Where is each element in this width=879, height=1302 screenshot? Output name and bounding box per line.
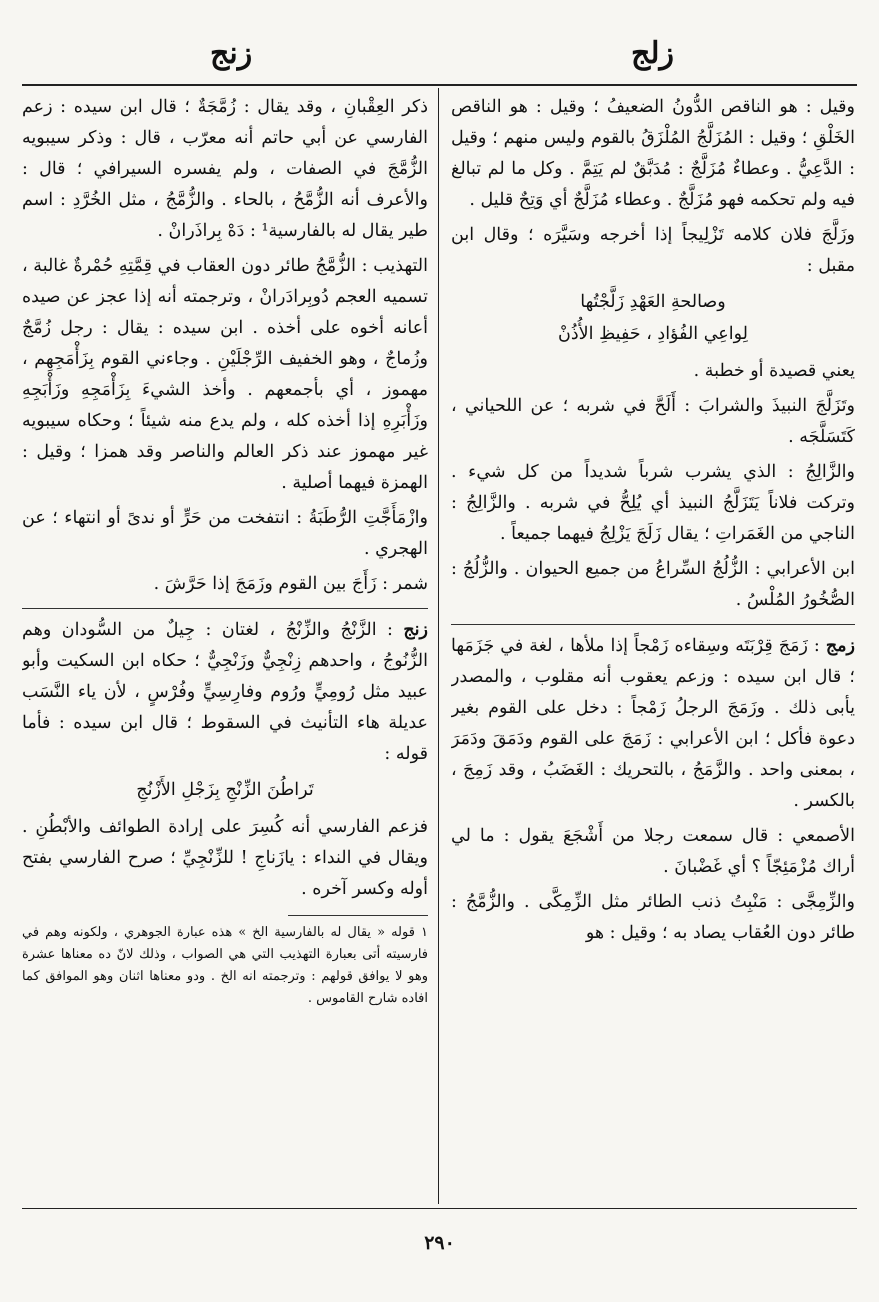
right-column [451, 92, 855, 1202]
entry-text: وزَلَّجَ فلان كلامه تَزْلِيجاً إذا أخرجه وسَيَّرَه ؛ وقال ابن مقبل : [451, 225, 855, 276]
footer-rule [22, 1208, 857, 1209]
entry-text: الأصمعي : قال سمعت رجلا من أَشْجَعَ يقول : ما لي أراك مُزْمَئِجّاً ؟ أي غَضْبانَ . [451, 826, 855, 877]
verse-line: لِواعِي الفُؤادِ ، حَفِيظِ الأُذُنْ [558, 324, 748, 344]
header-rule [22, 84, 857, 86]
footnote: ١ قوله « يقال له بالفارسية الخ » هذه عبارة الجوهري ، ولكونه وهم في فارسيته أتى بعبارة التهذيب التي هي الصواب ، وذلك لانّ ده معناها عشرة وهو لا يوافق قولهم : وترجمته انه الخ . ودو معناها اثنان وهو الموافق كما افاده شارح القاموس . [22, 925, 428, 1006]
footnote-rule [288, 915, 428, 916]
entry-text: ذكر العِقْبانِ ، وقد يقال : زُمَّجَةٌ ؛ قال ابن سيده : زعم الفارسي عن أبي حاتم أنه معرّب ، قال : وذكر سيبويه الزُّمَّجَ في الصفات ، ولم يفسره السيرافي ؛ قال : والأعرف أنه الزُّمَّحُ ، بالحاء . والزُّمَّجُ ، مثل الخُرَّدِ : اسم طير يقال له بالفارسية¹ : دَهْ بِراذَرانْ . [22, 97, 428, 241]
left-column [22, 92, 428, 1202]
entry-separator [22, 608, 428, 609]
entry-body: : الزَّنْجُ والزِّنْجُ ، لغتان : جِيلٌ من السُّودان وهم الزُّنُوجُ ، واحدهم زِنْجِيٌّ وزَنْجِيٌّ ؛ حكاه ابن السكيت وأبو عبيد مثل رُومِيٍّ ورُوم وفارِسِيٍّ وفُرْسٍ ، لأن ياء النَّسَب عديلة هاء التأنيث في السقوط ؛ قال ابن سيده : فأما قوله : [22, 620, 428, 764]
entry-separator [451, 624, 855, 625]
entry-text: وازْمَأَجَّتِ الرُّطَبَةُ : انتفخت من حَرٍّ أو ندىً أو انتهاء ؛ عن الهجري . [22, 508, 428, 559]
entry-text: والزَّالِجُ : الذي يشرب شرباً شديداً من كل شيء . وتركت فلاناً يَتَزَلَّجُ النبيذ أي يُلِحُّ في شربه . والزَّالِجُ : الناجي من الغَمَراتِ ؛ يقال زَلَجَ يَزْلِجُ فيهما جميعاً . [451, 462, 855, 544]
verse [22, 774, 428, 806]
entry-body: : زَمَجَ قِرْبَتَه وسِقاءه زَمْجاً إذا ملأها ، لغة في جَزَمَها ؛ قال ابن سيده : وزعم يعقوب أنه مقلوب ، والمصدر يأبى ذلك . وزَمَجَ الرجلُ زَمْجاً : دخل على القوم بغير دعوة فأكل ؛ ابن الأعرابي : زَمَجَ على القوم ودَمَقَ ودَمَرَ ، بمعنى واحد . والزَّمَجُ ، بالتحريك : الغَضَبُ ، وقد زَمِجَ ، بالكسر . [451, 636, 855, 811]
entry-text: وتَزَلَّجَ النبيذَ والشرابَ : أَلَحَّ في شربه ؛ عن اللحياني ، كَتَسَلَّجَه . [451, 396, 855, 447]
entry-text: والزِّمِجَّى : مَنْبِتُ ذنب الطائر مثل الزِّمِكَّى . والزُّمَّجُ : طائر دون العُقاب يصاد به ؛ وقيل : هو [451, 892, 855, 943]
entry-text: يعني قصيدة أو خطبة . [693, 361, 855, 381]
entry-headword: زنج [403, 620, 428, 640]
verse-line: تَراطُنَ الزِّنْجِ بِزَجْلِ الأَزْنُجِ [136, 780, 314, 800]
entry-text: فزعم الفارسي أنه كُسِرَ على إرادة الطوائف والأبْطُنِ . ويقال في النداء : يازَناجِ ! للزِّنْجِيِّ ؛ صرح الفارسي بفتح أوله وكسر آخره . [22, 817, 428, 899]
entry-text: وقيل : هو الناقص الدُّونُ الضعيفُ ؛ وقيل : هو الناقص الخَلْقِ ؛ وقيل : المُزَلَّجُ المُلْزَقُ بالقوم وليس منهم ؛ وقيل : الدَّعِيُّ . وعطاءٌ مُزَلَّجٌ : مُدَبَّقٌ لم يَتِمَّ . وكل ما لم تبالغ فيه ولم تحكمه فهو مُزَلَّجٌ . وعطاء مُزَلَّجٌ أي وَتِحٌ قليل . [451, 97, 855, 210]
entry-text: ابن الأعرابي : الزُّلُجُ السِّراعُ من جميع الحيوان . والزُّلُجُ : الصُّخُورُ المُلْسُ . [451, 559, 855, 610]
entry-text [22, 615, 428, 770]
header-headword-right: زلج [631, 36, 674, 71]
entry-text: شمر : زَأَجَ بين القوم وزَمَجَ إذا حَرَّشَ . [153, 574, 428, 594]
column-divider [438, 88, 439, 1204]
entry-text: التهذيب : الزُّمَّجُ طائر دون العقاب في قِمَّتِهِ حُمْرةٌ غالبة ، تسميه العجم دُوبِرادَرانْ ، وترجمته أنه إذا عجز عن صيده أعانه أخوه على أخذه . ابن سيده : يقال : رجل زُمَّجٌ وزُماجٌ ، وهو الخفيف الرِّجْلَيْنِ . وجاءني القوم بِزَأْمَجِهِم ، مهموز ، أي بأجمعهم . وأخذ الشيءَ بِزَأْمَجِهِ وزَأْبَجِهِ وزَأْبَرِهِ إذا أخذه كله ، ولم يدع منه شيئاً ؛ وحكاه سيبويه غير مهموز عند ذكر العالم والناصر وقد همزا ؛ وقيل : الهمزة فيهما أصلية . [22, 256, 428, 493]
entry-text [451, 631, 855, 817]
verse [451, 286, 855, 350]
header-headword-left: زنج [210, 36, 253, 71]
page-number: ٢٩٠ [424, 1232, 455, 1254]
verse-line: وصالحةِ العَهْدِ زَلَّجْتُها [580, 292, 726, 312]
entry-headword: زمج [825, 636, 855, 656]
